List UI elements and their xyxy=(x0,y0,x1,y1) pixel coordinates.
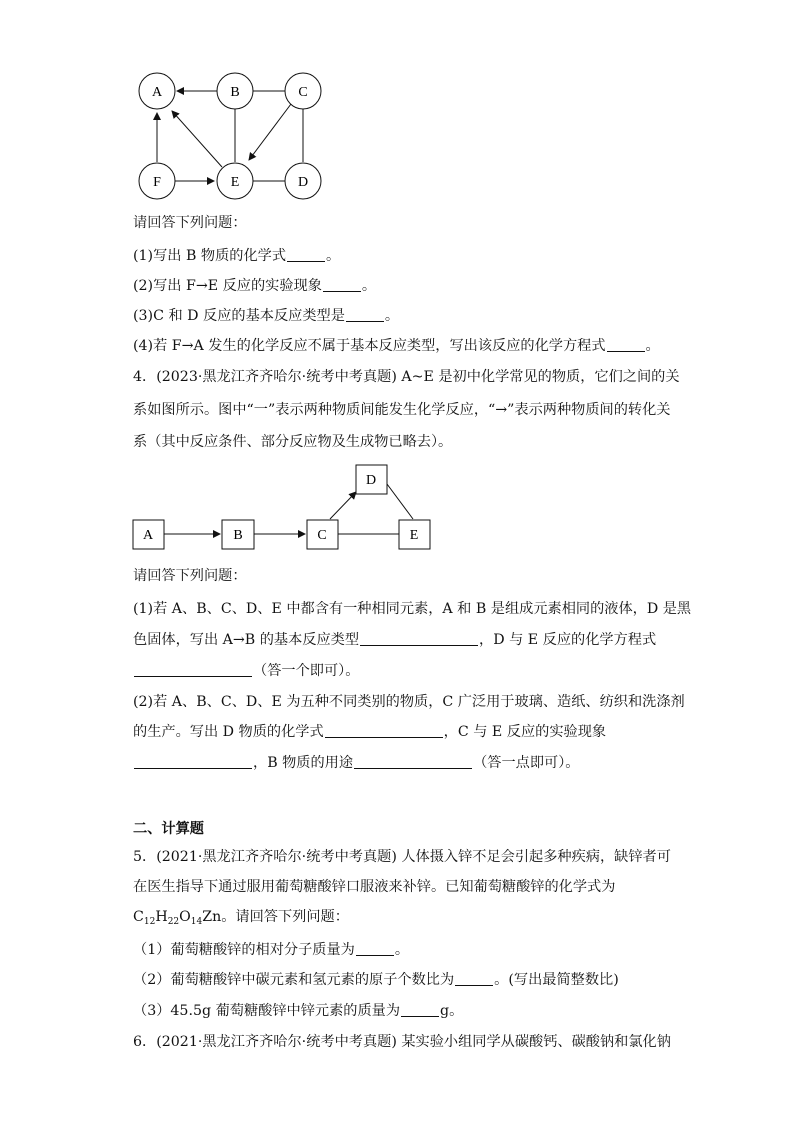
q5-s2-text: （2）葡萄糖酸锌中碳元素和氢元素的原子个数比为 xyxy=(133,972,455,988)
q4-p2-text-a: 的生产。写出 D 物质的化学式 xyxy=(133,724,324,740)
q5-s3-end: g。 xyxy=(440,1003,464,1019)
answer-blank[interactable] xyxy=(287,247,325,262)
formula: $C_{12}H_{22}O_{14}Zn$ xyxy=(133,909,222,927)
q3-sub-1 xyxy=(133,246,340,266)
answer-blank[interactable] xyxy=(607,337,645,352)
q4-part1-line-3 xyxy=(133,661,359,681)
q3-s4-end: 。 xyxy=(645,338,660,354)
answer-blank[interactable] xyxy=(323,277,361,292)
q3-s1-text: (1)写出 B 物质的化学式 xyxy=(133,248,287,264)
q4-part2-line-3 xyxy=(133,753,579,773)
svg-text:A: A xyxy=(142,528,154,543)
q5-s1-end: 。 xyxy=(394,942,410,958)
svg-text:C: C xyxy=(317,528,327,543)
svg-text:D: D xyxy=(297,175,309,190)
q4-part2-line-1: (2)若 A、B、C、D、E 为五种不同类别的物质，C 广泛用于玻璃、造纸、纺织和洗涤剂 xyxy=(133,694,685,710)
reaction-diagram-1 xyxy=(0,60,794,280)
q5-s3-text: （3）45.5g 葡萄糖酸锌中锌元素的质量为 xyxy=(133,1003,401,1019)
q3-s2-text: (2)写出 F→E 反应的实验现象 xyxy=(133,278,322,294)
q4-p1-text-c: （答一个即可）。 xyxy=(253,663,360,679)
edge-d-e xyxy=(387,484,413,519)
q5-sub-1 xyxy=(133,940,409,960)
q3-prompt: 请回答下列问题： xyxy=(133,215,247,231)
node-e xyxy=(217,163,253,199)
box-d xyxy=(356,465,387,494)
q5-sub-3 xyxy=(133,1001,463,1021)
q5-sub-2 xyxy=(133,970,619,990)
q5-stem-end: 。请回答下列问题： xyxy=(221,909,349,925)
edge-c-to-d xyxy=(330,492,356,519)
answer-blank[interactable] xyxy=(360,631,478,646)
q4-p1-text-b: ，D 与 E 反应的化学方程式 xyxy=(479,632,657,648)
answer-blank[interactable] xyxy=(134,662,252,677)
q4-part1-line-1: (1)若 A、B、C、D、E 中都含有一种相同元素，A 和 B 是组成元素相同的液体，D 是黑 xyxy=(133,601,692,617)
box-e xyxy=(399,520,430,549)
q4-p2-text-c: ，B 物质的用途 xyxy=(253,755,354,771)
answer-blank[interactable] xyxy=(346,307,384,322)
q4-part1-line-2 xyxy=(133,630,656,650)
q4-prompt: 请回答下列问题： xyxy=(133,568,247,584)
q5-s2-end: 。(写出最简整数比) xyxy=(494,972,619,988)
svg-text:B: B xyxy=(233,528,243,543)
q5-stem-line-1: 5．(2021·黑龙江齐齐哈尔·统考中考真题) 人体摄入锌不足会引起多种疾病，缺锌者可 xyxy=(133,849,671,865)
svg-text:A: A xyxy=(151,85,163,100)
edge-e-to-a xyxy=(172,111,222,167)
box-b xyxy=(222,520,254,549)
svg-text:C: C xyxy=(298,85,308,100)
q4-p2-text-d: （答一点即可）。 xyxy=(473,755,580,771)
node-a xyxy=(139,73,175,109)
svg-text:D: D xyxy=(365,473,377,488)
answer-blank[interactable] xyxy=(354,754,472,769)
q4-p2-text-b: ，C 与 E 反应的实验现象 xyxy=(443,724,607,740)
q5-s1-text: （1）葡萄糖酸锌的相对分子质量为 xyxy=(133,942,355,958)
q3-s2-end: 。 xyxy=(361,278,377,294)
node-b xyxy=(217,73,253,109)
answer-blank[interactable] xyxy=(455,971,493,986)
q3-sub-2 xyxy=(133,276,376,296)
q3-s3-end: 。 xyxy=(384,308,400,324)
q3-s3-text: (3)C 和 D 反应的基本反应类型是 xyxy=(133,308,345,324)
q5-stem-line-2: 在医生指导下通过服用葡萄糖酸锌口服液来补锌。已知葡萄糖酸锌的化学式为 xyxy=(133,879,616,895)
svg-text:E: E xyxy=(409,528,419,543)
q6-stem-line-1: 6．(2021·黑龙江齐齐哈尔·统考中考真题) 某实验小组同学从碳酸钙、碳酸钠和氯化钠 xyxy=(133,1034,671,1050)
q5-stem-line-3 xyxy=(133,907,349,927)
svg-text:F: F xyxy=(153,175,161,190)
q3-sub-4 xyxy=(133,336,660,356)
svg-text:B: B xyxy=(230,85,240,100)
section-title: 二、计算题 xyxy=(133,821,204,837)
q4-stem-line-2: 系如图所示。图中“一”表示两种物质间能发生化学反应，“→”表示两种物质间的转化关 xyxy=(133,402,671,418)
q4-stem-line-1: 4．(2023·黑龙江齐齐哈尔·统考中考真题) A~E 是初中化学常见的物质，它们之间的关 xyxy=(133,369,680,385)
edge-c-to-e xyxy=(249,104,291,160)
q3-sub-3 xyxy=(133,306,399,326)
q4-part2-line-2 xyxy=(133,722,606,742)
node-d xyxy=(285,163,321,199)
q4-p1-text-a: 色固体，写出 A→B 的基本反应类型 xyxy=(133,632,360,648)
answer-blank[interactable] xyxy=(325,723,443,738)
svg-text:E: E xyxy=(230,175,240,190)
box-c xyxy=(307,520,338,549)
answer-blank[interactable] xyxy=(134,754,252,769)
node-c xyxy=(285,73,321,109)
q3-s4-text: (4)若 F→A 发生的化学反应不属于基本反应类型，写出该反应的化学方程式 xyxy=(133,338,606,354)
reaction-diagram-2 xyxy=(0,460,794,560)
answer-blank[interactable] xyxy=(401,1002,439,1017)
answer-blank[interactable] xyxy=(356,941,394,956)
q3-s1-end: 。 xyxy=(326,248,341,264)
q4-stem-line-3: 系（其中反应条件、部分反应物及生成物已略去）。 xyxy=(133,434,453,450)
node-f xyxy=(139,163,175,199)
box-a xyxy=(133,520,164,549)
